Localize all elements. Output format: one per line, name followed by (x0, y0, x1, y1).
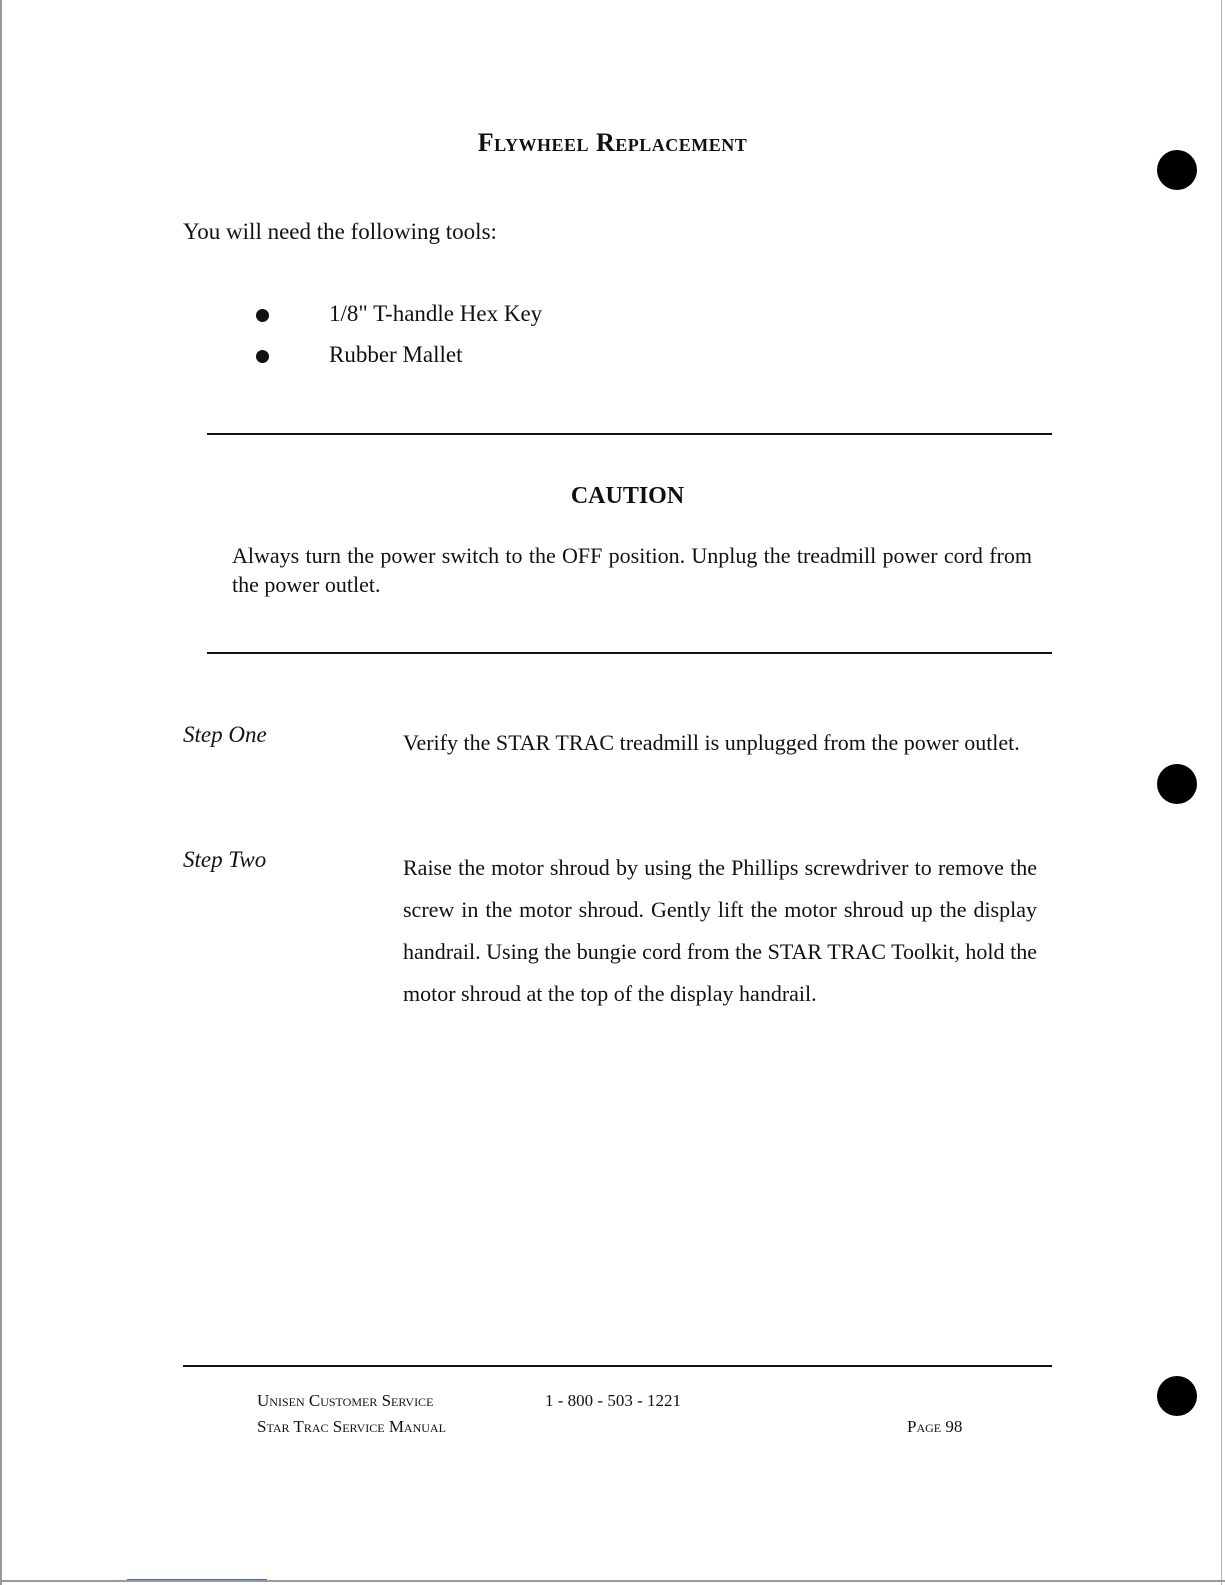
binder-hole-bottom (1157, 1376, 1197, 1416)
scan-edge-left (0, 0, 2, 1585)
page-title: Flywheel Replacement (477, 128, 748, 157)
step-label: Step One (183, 722, 267, 747)
footer-company: Unisen Customer Service (257, 1391, 434, 1410)
scan-edge-mark (127, 1579, 267, 1580)
caution-heading: CAUTION (570, 483, 685, 509)
scan-edge-bottom (0, 1580, 1225, 1582)
tools-intro: You will need the following tools: (183, 219, 497, 244)
tool-label: 1/8" T-handle Hex Key (329, 301, 543, 326)
caution-divider-top (207, 433, 1052, 435)
bullet-icon (256, 309, 269, 322)
binder-hole-middle (1157, 764, 1197, 804)
footer-phone: 1 - 800 - 503 - 1221 (545, 1391, 681, 1410)
step-text: Raise the motor shroud by using the Phillips screwdriver to remove the screw in the motor shroud. Gently lift the motor shroud up the display handrail. Using the bungie cord from the STAR TRAC Toolkit, hold the motor shroud at the top of the display handrail. (403, 855, 1037, 1006)
step-text: Verify the STAR TRAC treadmill is unplugged from the power outlet. (403, 730, 1020, 755)
page-number: Page 98 (907, 1417, 963, 1436)
footer-manual: Star Trac Service Manual (257, 1417, 446, 1436)
footer-credits (257, 1388, 446, 1440)
tool-label: Rubber Mallet (329, 342, 463, 367)
caution-divider-bottom (207, 652, 1052, 654)
caution-text: Always turn the power switch to the OFF position. Unplug the treadmill power cord from the power outlet. (232, 543, 1032, 597)
step-label: Step Two (183, 847, 267, 872)
bullet-icon (256, 350, 269, 363)
footer-divider (183, 1365, 1052, 1367)
scan-edge-right (1221, 0, 1222, 1585)
